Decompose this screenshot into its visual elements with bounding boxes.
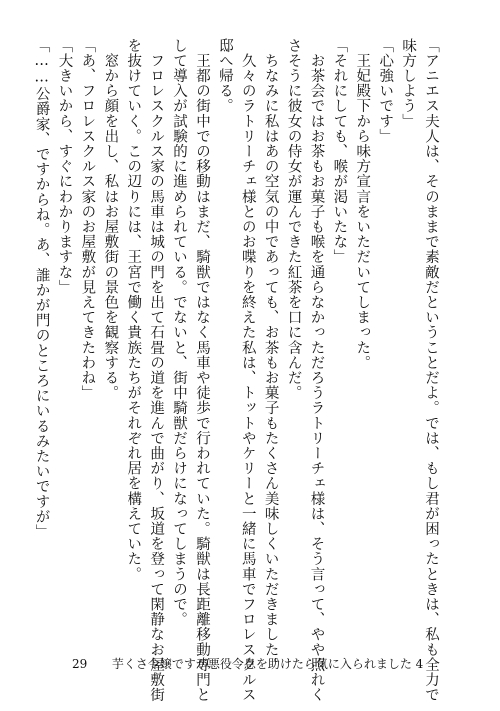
text-line: を抜けていく。この辺りには、王宮で働く貴族たちがそれぞれ居を構えていた。 xyxy=(125,38,142,582)
text-line: 「大きいから、すぐにわかりますな」 xyxy=(56,38,73,295)
text-line: フロレスクルス家の馬車は城の門を出て石畳の道を進んで曲がり、坂道を登って閑静なお屋敷街 xyxy=(148,38,165,703)
text-line: 「心強いです」 xyxy=(377,38,394,144)
text-line: 邸へ帰る。 xyxy=(216,38,233,114)
text-line: 窓から顔を出し、私はお屋敷街の景色を観察する。 xyxy=(102,38,119,401)
text-line: 「アニエス夫人は、そのままで素敵だということだよ。では、もし君が困ったときは、私も全力で xyxy=(423,38,439,703)
text-line: 王都の街中での移動はまだ、騎獣ではなく馬車や徒歩で行われていた。騎獣は長距離移動専門と xyxy=(193,38,210,703)
text-line: 「それにしても、喉が渇いたな」 xyxy=(331,38,348,265)
running-title: 芋くさ令嬢ですが悪役令息を助けたら気に入られました 4 xyxy=(111,657,424,671)
text-line: さそうに彼女の侍女が運んできた紅茶を口に含んだ。 xyxy=(285,38,302,401)
page-number: 29 xyxy=(72,657,88,671)
text-line: ちなみに私はあの空気の中であっても、お茶もお菓子もたくさん美味しくいただきました。 xyxy=(262,38,279,673)
text-line: 久々のラトリーチェ様とのお喋りを終えた私は、トットやケリーと一緒に馬車でフロレスクルス xyxy=(239,38,256,703)
text-line: 味方しよう」 xyxy=(400,38,417,129)
text-line: 「あ、フロレスクルス家のお屋敷が見えてきたわね」 xyxy=(79,38,96,401)
text-line: 王妃殿下から味方宣言をいただいてしまった。 xyxy=(354,38,371,371)
text-line: 「……公爵家、ですからね。あ、誰かが門のところにいるみたいですが」 xyxy=(33,38,50,540)
page-footer xyxy=(72,655,423,672)
text-line: して導入が試験的に進められている。でないと、街中騎獣だらけになってしまうので。 xyxy=(171,38,188,627)
text-line: お茶会ではお茶もお菓子も喉を通らなかっただろうラトリーチェ様は、そう言って、やや照れく xyxy=(308,38,325,703)
